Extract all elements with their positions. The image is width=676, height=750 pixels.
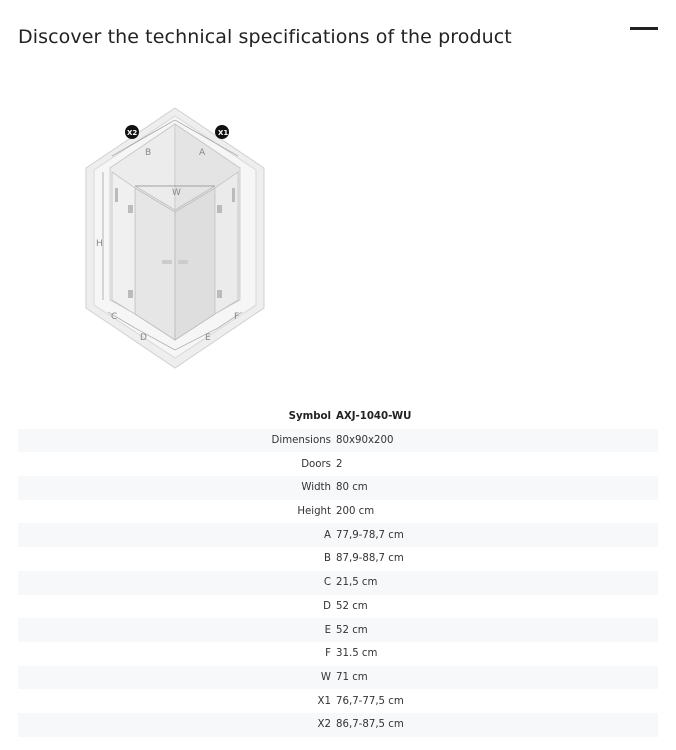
spec-value: 31.5 cm bbox=[336, 648, 378, 660]
spec-label: Symbol bbox=[288, 411, 331, 423]
shower-diagram-svg bbox=[78, 100, 278, 380]
table-row bbox=[18, 595, 658, 619]
spec-label: B bbox=[324, 553, 331, 565]
spec-label: X2 bbox=[317, 719, 331, 731]
table-row bbox=[18, 689, 658, 713]
table-row bbox=[18, 523, 658, 547]
label-e: E bbox=[205, 333, 211, 343]
spec-label: D bbox=[323, 600, 331, 612]
spec-value: 52 cm bbox=[336, 600, 368, 612]
spec-value: 200 cm bbox=[336, 506, 375, 518]
callout-x1-text: X1 bbox=[218, 129, 229, 137]
label-w: W bbox=[172, 188, 181, 198]
spec-label: C bbox=[323, 577, 331, 589]
spec-value: 80x90x200 bbox=[336, 435, 394, 447]
table-row bbox=[18, 618, 658, 642]
spec-label: F bbox=[325, 648, 331, 660]
table-row bbox=[18, 429, 658, 453]
spec-label: E bbox=[324, 624, 331, 636]
spec-table bbox=[18, 405, 658, 737]
table-row bbox=[18, 713, 658, 737]
spec-value: 21,5 cm bbox=[336, 577, 378, 589]
spec-label: Height bbox=[297, 506, 331, 518]
table-row bbox=[18, 547, 658, 571]
spec-value: 80 cm bbox=[336, 482, 368, 494]
table-row bbox=[18, 476, 658, 500]
spec-value: 87,9-88,7 cm bbox=[336, 553, 404, 565]
collapse-button[interactable] bbox=[628, 20, 660, 40]
minus-icon bbox=[630, 27, 658, 30]
spec-value: AXJ-1040-WU bbox=[336, 411, 412, 423]
table-row bbox=[18, 405, 658, 429]
table-row bbox=[18, 500, 658, 524]
label-h: H bbox=[96, 239, 103, 249]
spec-value: 77,9-78,7 cm bbox=[336, 529, 404, 541]
shower-enclosure-diagram bbox=[78, 100, 278, 380]
spec-label: Doors bbox=[301, 458, 331, 470]
spec-value: 71 cm bbox=[336, 671, 368, 683]
spec-value: 86,7-87,5 cm bbox=[336, 719, 404, 731]
label-f: F bbox=[234, 312, 240, 322]
spec-label: W bbox=[320, 671, 331, 683]
callout-x2-text: X2 bbox=[127, 129, 138, 137]
spec-value: 76,7-77,5 cm bbox=[336, 695, 404, 707]
spec-label: Width bbox=[301, 482, 331, 494]
table-row bbox=[18, 571, 658, 595]
label-d: D bbox=[140, 333, 147, 343]
table-row bbox=[18, 452, 658, 476]
table-row bbox=[18, 642, 658, 666]
spec-label: A bbox=[324, 529, 331, 541]
spec-label: Dimensions bbox=[271, 435, 331, 447]
spec-value: 52 cm bbox=[336, 624, 368, 636]
page-title: Discover the technical specifications of the product bbox=[18, 26, 512, 48]
label-c: C bbox=[111, 312, 118, 322]
label-a: A bbox=[199, 148, 206, 158]
spec-label: X1 bbox=[317, 695, 331, 707]
label-b: B bbox=[145, 148, 152, 158]
table-row bbox=[18, 666, 658, 690]
spec-value: 2 bbox=[336, 458, 343, 470]
